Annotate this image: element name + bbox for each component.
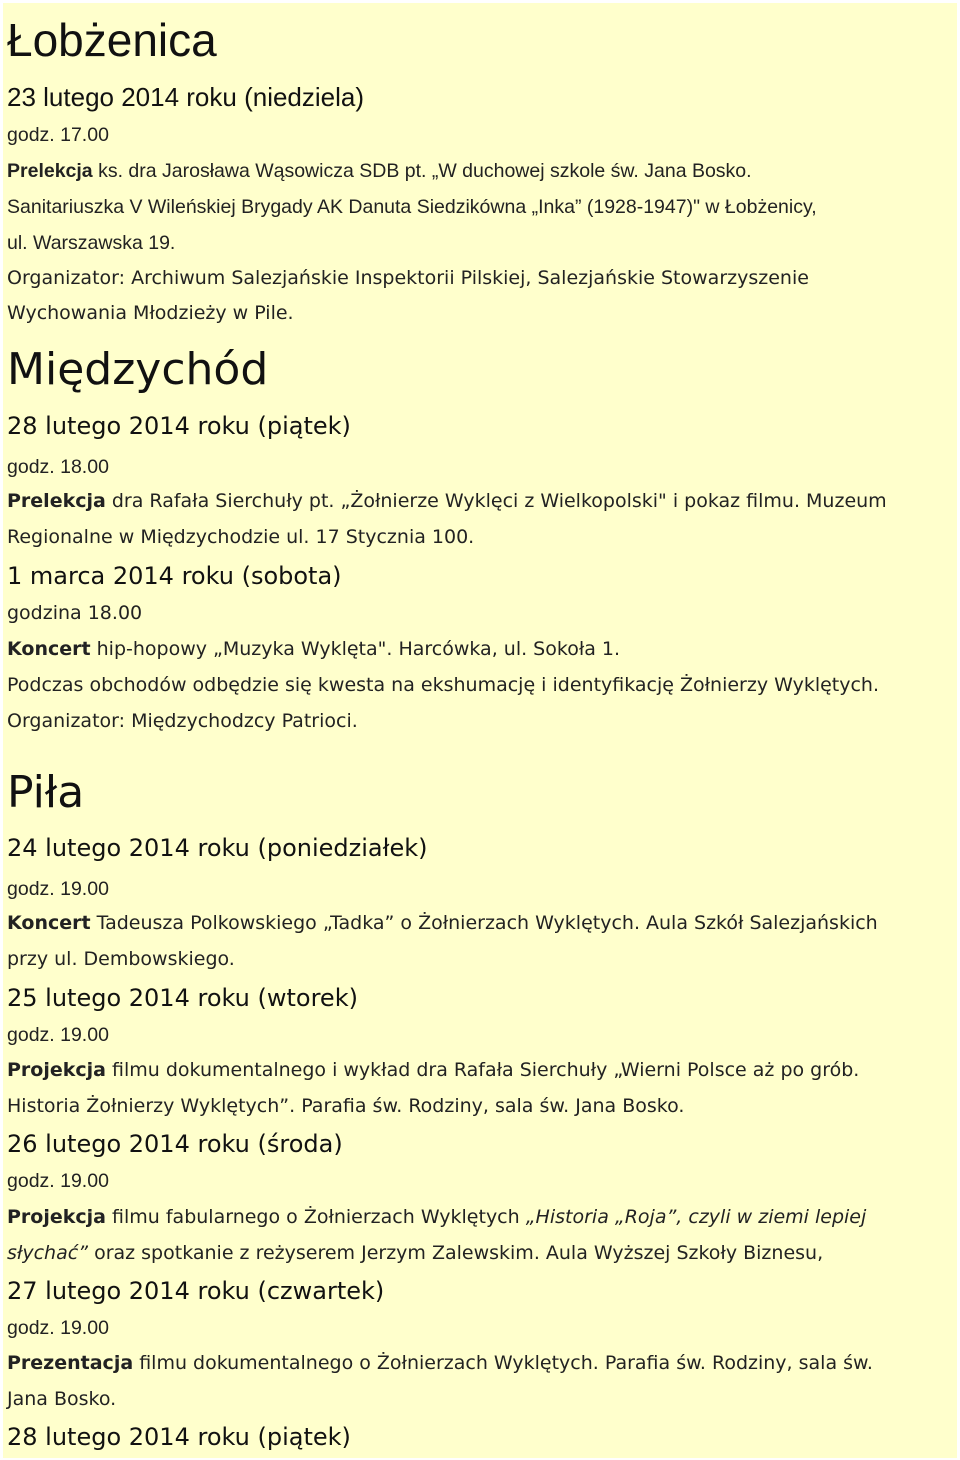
event-date: 25 lutego 2014 roku (wtorek) xyxy=(7,984,358,1012)
event-description-line: Koncert Tadeusza Polkowskiego „Tadka” o Żołnierzach Wyklętych. Aula Szkół Salezjańskich xyxy=(7,912,878,934)
event-time: godz. 17.00 xyxy=(7,124,109,146)
event-description-line: Projekcja filmu dokumentalnego i wykład dra Rafała Sierchuły „Wierni Polsce aż po grób. xyxy=(7,1059,860,1081)
event-description-line: Historia Żołnierzy Wyklętych”. Parafia św. Rodziny, sala św. Jana Bosko. xyxy=(7,1095,685,1117)
event-time: godz. 19.00 xyxy=(7,1317,109,1339)
organizer-line: Organizator: Międzychodzcy Patrioci. xyxy=(7,710,358,732)
event-description-line: Projekcja filmu fabularnego o Żołnierzach Wyklętych „Historia „Roja”, czyli w ziemi lepiej xyxy=(7,1206,867,1228)
event-date: 27 lutego 2014 roku (czwartek) xyxy=(7,1277,385,1305)
section-title-pila: Piła xyxy=(7,767,85,818)
film-title: słychać” xyxy=(7,1242,89,1264)
event-time: godz. 18.00 xyxy=(7,456,109,478)
event-date: 28 lutego 2014 roku (piątek) xyxy=(7,412,351,440)
event-type: Prelekcja xyxy=(7,160,93,182)
event-description-line: Prelekcja ks. dra Jarosława Wąsowicza SDB pt. „W duchowej szkole św. Jana Bosko. xyxy=(7,160,752,182)
event-time: godz. 19.00 xyxy=(7,1170,109,1192)
event-type: Projekcja xyxy=(7,1059,106,1081)
event-date: 23 lutego 2014 roku (niedziela) xyxy=(7,82,365,112)
event-time: godz. 19.00 xyxy=(7,1024,109,1046)
document-page xyxy=(3,3,957,1458)
organizer-line: Organizator: Archiwum Salezjańskie Inspektorii Pilskiej, Salezjańskie Stowarzyszenie xyxy=(7,267,809,289)
event-description-line: Sanitariuszka V Wileńskiej Brygady AK Danuta Siedzikówna „Inka” (1928-1947)" w Łobżenicy, xyxy=(7,196,817,218)
event-date: 26 lutego 2014 roku (środa) xyxy=(7,1130,343,1158)
event-description-line: słychać” oraz spotkanie z reżyserem Jerzym Zalewskim. Aula Wyższej Szkoły Biznesu, xyxy=(7,1242,824,1264)
event-time: godz. 19.00 xyxy=(7,878,109,900)
event-description-line: Prelekcja dra Rafała Sierchuły pt. „Żołnierze Wyklęci z Wielkopolski" i pokaz filmu. Muzeum xyxy=(7,490,887,512)
event-time: godzina 18.00 xyxy=(7,602,143,624)
section-title-miedzychod: Międzychód xyxy=(7,344,269,395)
event-type: Prezentacja xyxy=(7,1352,134,1374)
event-description-line: Jana Bosko. xyxy=(7,1388,117,1410)
event-type: Prelekcja xyxy=(7,490,106,512)
event-type: Projekcja xyxy=(7,1206,106,1228)
event-description-line: Prezentacja filmu dokumentalnego o Żołnierzach Wyklętych. Parafia św. Rodziny, sala św. xyxy=(7,1352,873,1374)
event-type: Koncert xyxy=(7,638,91,660)
event-date: 1 marca 2014 roku (sobota) xyxy=(7,562,342,590)
section-title-lobzenica: Łobżenica xyxy=(7,14,217,66)
event-date: 28 lutego 2014 roku (piątek) xyxy=(7,1423,351,1451)
note-line: Podczas obchodów odbędzie się kwesta na ekshumację i identyfikację Żołnierzy Wyklętych. xyxy=(7,674,880,696)
film-title: „Historia „Roja”, czyli w ziemi lepiej xyxy=(525,1206,867,1228)
organizer-line: Wychowania Młodzieży w Pile. xyxy=(7,302,294,324)
event-type: Koncert xyxy=(7,912,91,934)
event-description-line: przy ul. Dembowskiego. xyxy=(7,948,235,970)
event-description-line: ul. Warszawska 19. xyxy=(7,232,176,254)
event-description-line: Koncert hip-hopowy „Muzyka Wyklęta". Harcówka, ul. Sokoła 1. xyxy=(7,638,621,660)
event-date: 24 lutego 2014 roku (poniedziałek) xyxy=(7,834,428,862)
event-description-line: Regionalne w Międzychodzie ul. 17 Stycznia 100. xyxy=(7,526,475,548)
